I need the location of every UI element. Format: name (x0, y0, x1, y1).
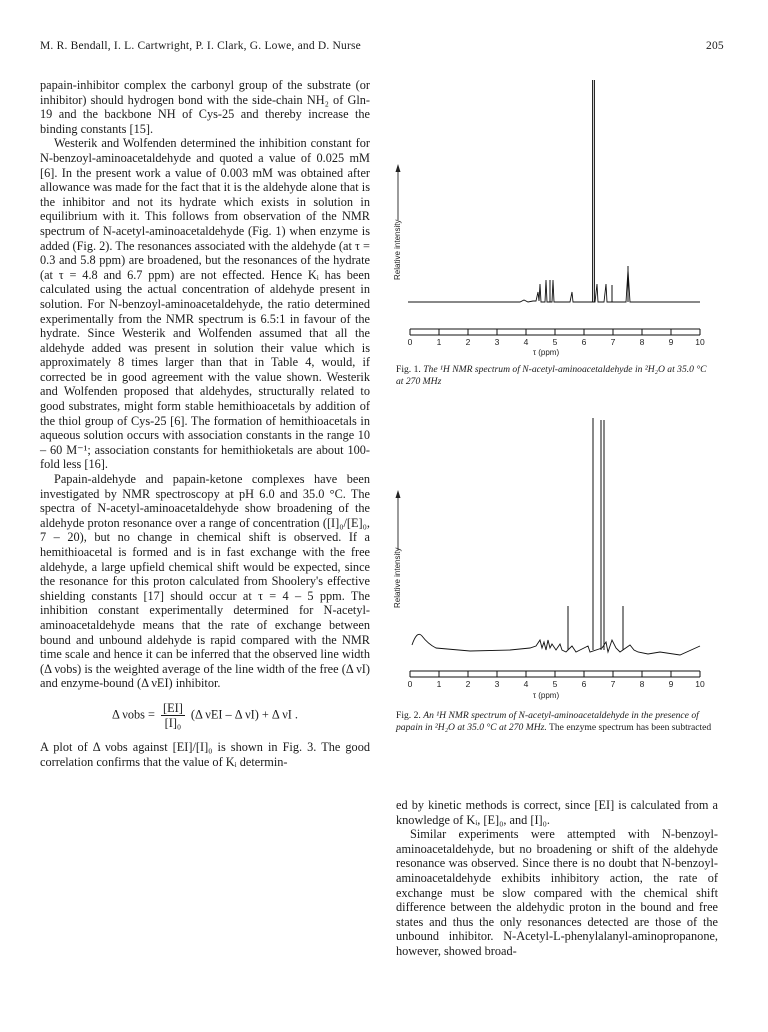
left-column (40, 78, 370, 769)
figure-1-spectrum-line (408, 270, 700, 302)
equation-denominator: [I]₀ (164, 715, 182, 730)
x-tick-label: 8 (639, 337, 645, 347)
equation-lhs: Δ νobs = (111, 707, 155, 722)
x-tick-label: 10 (695, 337, 705, 347)
figure-1-xlabel: τ (ppm) (532, 348, 560, 357)
paragraph-5: ed by kinetic methods is correct, since [EI] is calculated from a knowledge of Kᵢ, [E]₀, and [I]₀. (396, 798, 718, 827)
equation-fraction (161, 701, 185, 730)
figure-2-caption-extra: The enzyme spectrum has been subtracted (549, 721, 712, 733)
figure-1-ylabel: Relative intensity (393, 219, 402, 280)
x-tick-label: 7 (610, 679, 616, 689)
x-tick-label: 10 (695, 679, 705, 689)
figure-1-caption-text: The ¹H NMR spectrum of N-acetyl-aminoacetaldehyde in ²H₂O at 35.0 °C at 270 MHz (396, 364, 707, 387)
paragraph-4: A plot of Δ νobs against [EI]/[I]₀ is shown in Fig. 3. The good correlation confirms that the value of Kᵢ determin- (40, 739, 370, 769)
running-header-authors: M. R. Bendall, I. L. Cartwright, P. I. Clark, G. Lowe, and D. Nurse (40, 40, 361, 52)
x-tick-label: 9 (668, 679, 674, 689)
figure-2-caption (396, 710, 718, 733)
x-tick-label: 5 (552, 337, 558, 347)
figure-2-caption-label: Fig. 2. (396, 710, 421, 721)
paragraph-6: Similar experiments were attempted with N-benzoyl-aminoacetaldehyde, but no broadening or shift of the aldehyde resonance was observed. Since there is no doubt that N-benzoyl-aminoacetaldehyde exhibits inhibitory action, the rate of exchange must be slow compared with the chemical shift difference between the aldehydic proton in the bound and free states and thus the only resonances detected are those of the unbound inhibitor. N-Acetyl-L-phenylalanyl-aminopropanone, however, showed broad- (396, 827, 718, 958)
figure-2-ticks (408, 671, 705, 689)
x-tick-label: 4 (523, 337, 529, 347)
x-tick-label: 6 (581, 337, 587, 347)
figure-2-ylabel: Relative intensity (393, 547, 402, 608)
x-tick-label: 3 (494, 337, 500, 347)
figure-1-spectrum (390, 70, 720, 360)
x-tick-label: 9 (668, 337, 674, 347)
paragraph-1: papain-inhibitor complex the carbonyl group of the substrate (or inhibitor) should hydrogen bond with the side-chain NH₂ of Gln-19 and the backbone NH of Cys-25 and thereby increase the binding constants [15]. (40, 78, 370, 136)
equation-rhs: (Δ νEI – Δ νI) + Δ νI . (190, 707, 299, 722)
x-tick-label: 8 (639, 679, 645, 689)
figure-2-spectrum (390, 400, 720, 705)
x-tick-label: 1 (436, 337, 442, 347)
x-tick-label: 0 (407, 679, 413, 689)
figure-1-caption-label: Fig. 1. (396, 364, 421, 375)
figure-1-yaxis-arrowhead (396, 164, 401, 172)
equation-numerator: [EI] (163, 700, 183, 715)
figure-2-xlabel: τ (ppm) (532, 691, 560, 700)
x-tick-label: 7 (610, 337, 616, 347)
x-tick-label: 2 (465, 337, 471, 347)
x-tick-label: 1 (436, 679, 442, 689)
figure-2-caption-text: An ¹H NMR spectrum of N-acetyl-aminoacetaldehyde in the presence of papain in ²H₂O at 35.0 °C at 270 MHz. (396, 710, 699, 733)
paragraph-3: Papain-aldehyde and papain-ketone complexes have been investigated by NMR spectroscopy at pH 6.0 and 35.0 °C. The spectra of N-acetyl-aminoacetaldehyde show broadening of the aldehyde proton resonance over a range of concentration ([I]₀/[E]₀, 7 – 20), but no change in chemical shift is observed. If a hemithioacetal is formed and is in fast exchange with the free aldehyde, a large upfield chemical shift would be expected, since the resonance for this proton calculated from Shoolery's effective shielding constants [17] should occur at τ = 4 – 5 ppm. The inhibition constant experimentally determined for N-acetyl-aminoacetaldehyde means that the rate of exchange between bound and unbound aldehyde is rapid compared with the NMR time scale and hence it can be inferred that the observed line width (Δ νobs) is the weighted average of the line width of the free (Δ νI) and enzyme-bound (Δ νEI) inhibitor. (40, 472, 370, 691)
equation (40, 701, 370, 730)
x-tick-label: 2 (465, 679, 471, 689)
figure-1-ticks (408, 329, 705, 347)
page-number: 205 (706, 40, 724, 52)
right-column (396, 798, 718, 959)
figure-1-caption (396, 364, 716, 387)
x-tick-label: 5 (552, 679, 558, 689)
figure-2-spectrum-line (412, 634, 700, 655)
figure-2-yaxis-arrowhead (396, 490, 401, 498)
x-tick-label: 0 (407, 337, 413, 347)
paragraph-2: Westerik and Wolfenden determined the inhibition constant for N-benzoyl-aminoacetaldehyde and quoted a value of 0.025 mM [6]. In the present work a value of 0.003 mM was obtained after allowance was made for the fact that it is the aldehyde alone that is the inhibitor and not its hydrate which exists in solution in equilibrium with it. This follows from observation of the NMR spectrum of N-acetyl-aminoacetaldehyde (Fig. 1) when enzyme is added (Fig. 2). The resonances associated with the aldehyde (at τ = 0.3 and 5.8 ppm) are broadened, but the resonances of the hydrate (at τ = 4.8 and 6.7 ppm) are not effected. Hence Kᵢ has been calculated using the actual concentration of aldehyde present in solution. For N-benzoyl-aminoacetaldehyde, the ratio determined experimentally from the NMR spectrum is 6.5:1 in favour of the hydrate. Since Westerik and Wolfenden assumed that all the aldehyde added was present in solution their value which is approximately 8 times larger than that in Table 4, would, if corrected be in good agreement with the value shown. Westerik and Wolfenden proposed that aldehydes, structurally related to good substrates, might form stable hemithioacetals by addition of the thiol group of Cys-25 [6]. The formation of hemithioacetals in aqueous solution occurs with association constants in the range 10 – 60 M⁻¹; association constants for hemithioketals are about 100-fold less [16]. (40, 136, 370, 472)
x-tick-label: 4 (523, 679, 529, 689)
x-tick-label: 3 (494, 679, 500, 689)
x-tick-label: 6 (581, 679, 587, 689)
